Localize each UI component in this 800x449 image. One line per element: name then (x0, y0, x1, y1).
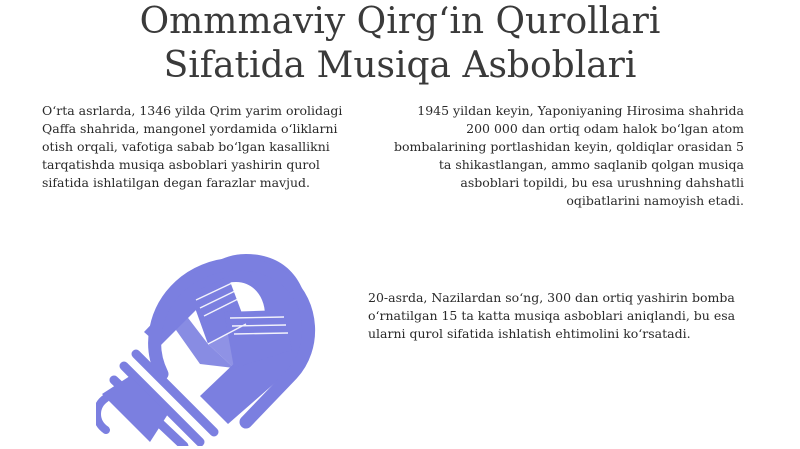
lightbulb-book-icon (96, 246, 326, 446)
page-title (0, 0, 800, 88)
paragraph-qaffa: O‘rta asrlarda, 1346 yilda Qrim yarim orolidagi Qaffa shahrida, mangonel yordamida o‘liklarni otish orqali, vafotiga sabab bo‘lgan kasallikni tarqatishda musiqa asboblari yashirin qurol sifatida ishlatilgan degan farazlar mavjud. (42, 103, 343, 190)
paragraph-20th-century: 20-asrda, Nazilardan so‘ng, 300 dan ortiq yashirin bomba o‘rnatilgan 15 ta katta musiqa asboblari aniqlandi, bu esa ularni qurol sifatida ishlatish ehtimolini ko‘rsatadi. (368, 290, 736, 341)
paragraph-hiroshima: 1945 yildan keyin, Yaponiyaning Hirosima shahrida 200 000 dan ortiq odam halok bo‘lgan atom bombalarining portlashidan keyin, qoldiqlar orasidan 5 ta shikastlangan, ammo saqlanib qolgan musiqa asboblari topildi, bu esa urushning dahshatli oqibatlarini namoyish etadi. (394, 103, 744, 208)
title-line-2: Sifatida Musiqa Asboblari (163, 45, 637, 86)
title-line-1: Ommmaviy Qirg‘in Qurollari (139, 1, 661, 42)
